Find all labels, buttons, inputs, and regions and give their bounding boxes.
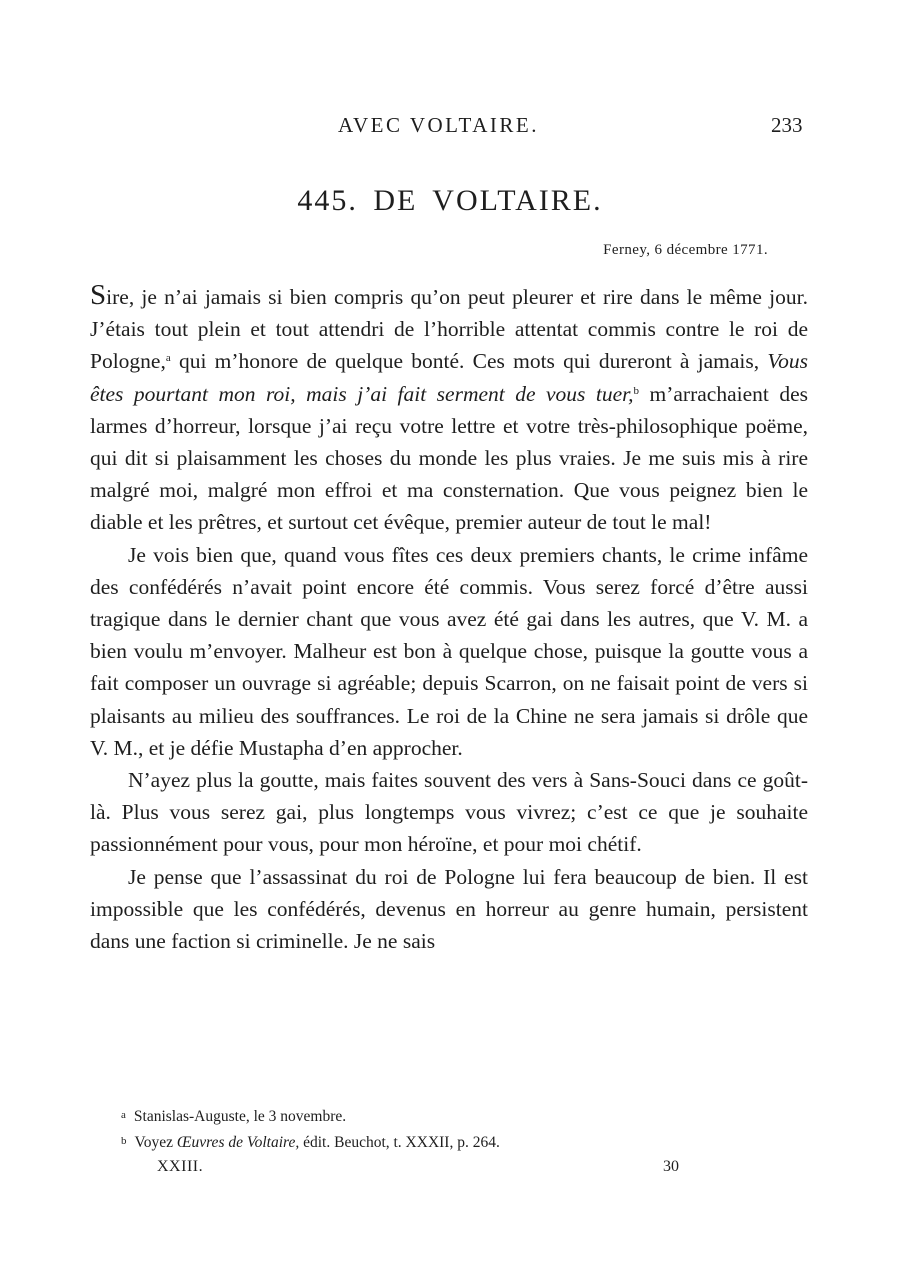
footnote-a-text: Stanislas-Auguste, le 3 novembre. (133, 1108, 347, 1125)
quotation: Vous êtes pourtant mon roi, mais j’ai fait serment de vous tuer, (90, 349, 808, 406)
footnotes (121, 1103, 821, 1155)
paragraph-1-text-c: m’arrachaient des larmes d’horreur, lorsque j’ai reçu votre lettre et votre très-philosophique poëme, qui dit si plaisamment les choses du monde les plus vraies. Je me suis mis à rire malgré moi, malgré mon effroi et ma consternation. Que vous peignez bien le diable et les prêtres, et surtout cet évêque, premier auteur de tout le mal! (90, 381, 808, 535)
letter-body (90, 281, 808, 957)
page-number: 233 (771, 113, 803, 137)
paragraph-2: Je vois bien que, quand vous fîtes ces deux premiers chants, le crime infâme des confédérés n’avait point encore été commis. Vous serez forcé d’être aussi tragique dans le dernier chant que vous avez été gai dans les autres, que V. M. a bien voulu m’envoyer. Malheur est bon à quelque chose, puisque la goutte vous a fait composer un ouvrage si agréable; depuis Scarron, on ne faisait point de vers si plaisants au milieu des souffrances. Le roi de la Chine ne sera jamais si drôle que V. M., et je défie Mustapha d’en approcher. (90, 542, 808, 760)
footnote-b-post: édit. Beuchot, t. XXXII, p. 264. (299, 1134, 500, 1151)
footnote-a-mark: a (121, 1109, 126, 1121)
paragraph-1-text-a: ire, je n’ai jamais si bien compris qu’on peut pleurer et rire dans le même jour. J’étais tout plein et tout attendri de l’horrible attentat commis contre le roi de Pologne, (90, 285, 808, 374)
letter-title: 445. DE VOLTAIRE. (297, 184, 603, 217)
paragraph-1-text-b: qui m’honore de quelque bonté. Ces mots qui dureront à jamais, (170, 349, 768, 374)
footnote-ref-b[interactable]: b (633, 384, 640, 397)
footnote-b-pre: Voyez (134, 1134, 177, 1151)
paragraph-3: N’ayez plus la goutte, mais faites souvent des vers à Sans-Souci dans ce goût-là. Plus vous serez gai, plus longtemps vous vivrez; c’est ce que je souhaite passionnément pour vous, pour mon héroïne, et pour moi chétif. (90, 768, 808, 857)
volume-mark: XXIII. (157, 1158, 204, 1175)
drop-cap: S (90, 279, 107, 311)
dateline: Ferney, 6 décembre 1771. (603, 242, 768, 258)
footnote-ref-a[interactable]: a (165, 352, 171, 365)
printer-signature (0, 1158, 900, 1182)
paragraph-1 (90, 281, 808, 539)
running-head (0, 113, 900, 141)
paragraph-4: Je pense que l’assassinat du roi de Pologne lui fera beaucoup de bien. Il est impossible que les confédérés, devenus en horreur au genre humain, persistent dans une faction si criminelle. Je ne sais (90, 864, 808, 954)
footnote-b (121, 1129, 821, 1155)
running-title: AVEC VOLTAIRE. (338, 113, 539, 137)
sheet-number: 30 (663, 1158, 679, 1175)
footnote-b-mark: b (121, 1135, 127, 1147)
footnote-a (121, 1103, 821, 1129)
footnote-b-work: Œuvres de Voltaire, (176, 1134, 300, 1151)
